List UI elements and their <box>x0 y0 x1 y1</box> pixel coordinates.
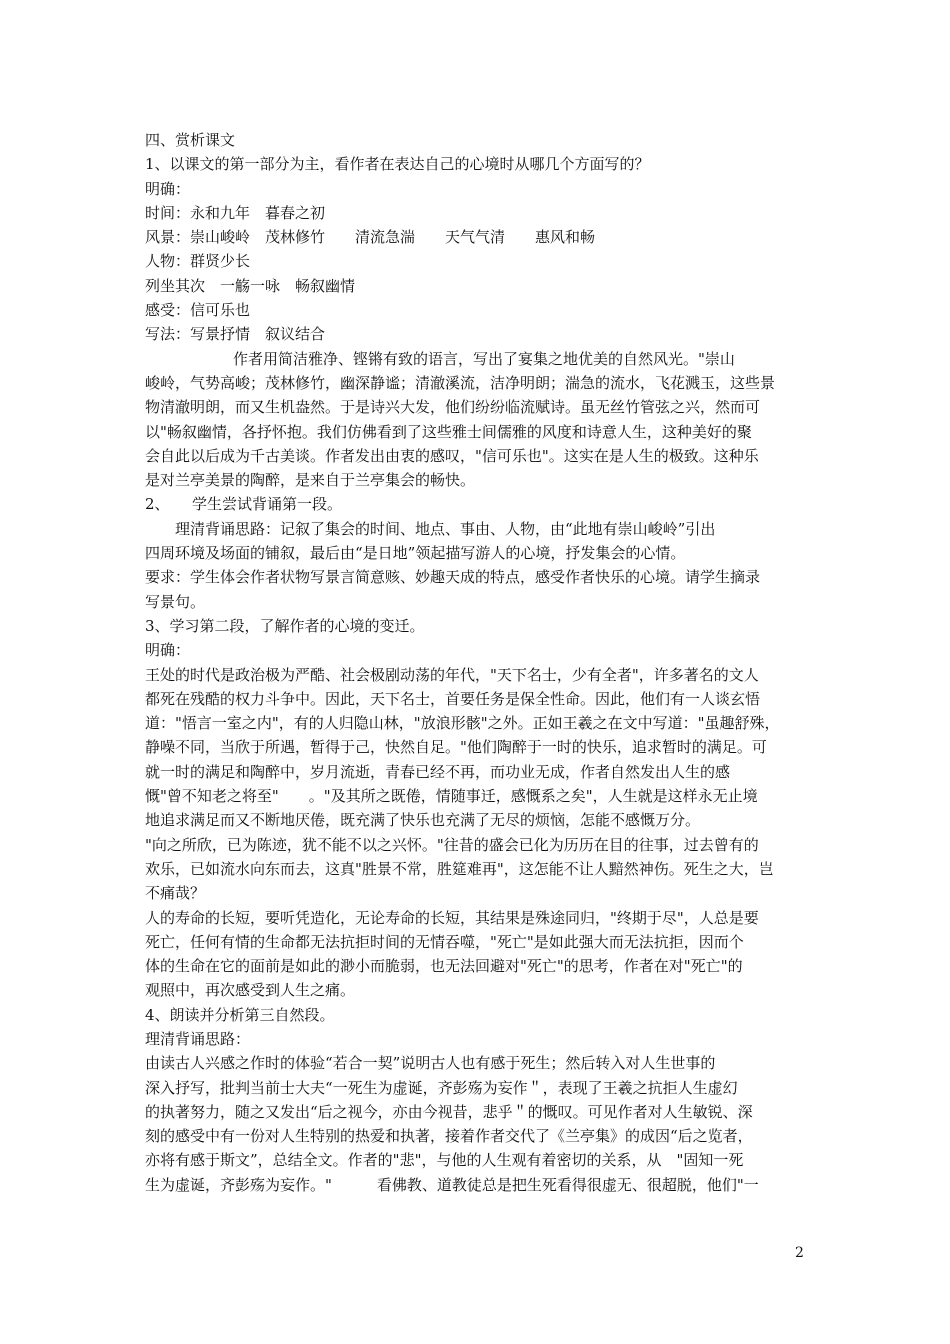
paragraph-line: 慨"曾不知老之将至" 。"及其所之既倦，情随事迁，感慨系之矣"，人生就是这样永无止境 <box>145 787 758 806</box>
question-1: 1、以课文的第一部分为主，看作者在表达自己的心境时从哪几个方面写的？ <box>145 155 650 174</box>
paragraph-line: 四周环境及场面的铺叙，最后由“是日地”领起描写游人的心境，抒发集会的心情。 <box>145 544 686 563</box>
paragraph-line: 不痛哉？ <box>145 884 206 903</box>
paragraph-line: 人的寿命的长短，要听凭造化，无论寿命的长短，其结果是殊途同归，"终期于尽"，人总是要 <box>145 908 759 927</box>
scenery-line: 风景：崇山峻岭 茂林修竹 清流急湍 天气气清 惠风和畅 <box>145 228 596 247</box>
paragraph-line: 峻岭，气势高峻；茂林修竹，幽深静谧；清澈溪流，洁净明朗；湍急的流水，飞花溅玉，这些景 <box>145 373 776 392</box>
paragraph-line: 亦将有感于斯文”，总结全文。作者的"悲"，与他的人生观有着密切的关系，从 "固知一死 <box>145 1151 744 1170</box>
paragraph-line: 由读古人兴感之作时的体验“若合一契”说明古人也有感于死生；然后转入对人生世事的 <box>145 1054 716 1073</box>
time-line: 时间：永和九年 暮春之初 <box>145 203 326 222</box>
people-line: 人物：群贤少长 <box>145 252 251 271</box>
paragraph-line: 就一时的满足和陶醉中，岁月流逝，青春已经不再，而功业无成，作者自然发出人生的感 <box>145 762 731 781</box>
paragraph-line: 地追求满足而又不断地厌倦，既充满了快乐也充满了无尽的烦恼，怎能不感慨万分。 <box>145 811 701 830</box>
paragraph-line: 理清背诵思路： <box>145 1029 251 1048</box>
requirement-line: 要求：学生体会作者状物写景言简意赅、妙趣天成的特点，感受作者快乐的心境。请学生摘录 <box>145 568 761 587</box>
paragraph-line: 物清澈明朗，而又生机盎然。于是诗兴大发，他们纷纷临流赋诗。虽无丝竹管弦之兴，然而可 <box>145 398 761 417</box>
question-2: 2、 学生尝试背诵第一段。 <box>145 495 343 514</box>
paragraph-line: 都死在残酷的权力斗争中。因此，天下名士，首要任务是保全性命。因此，他们有一人谈玄悟 <box>145 689 761 708</box>
answer-label: 明确： <box>145 179 191 198</box>
paragraph-line: 理清背诵思路：记叙了集会的时间、地点、事由、人物，由“此地有崇山峻岭”引出 <box>175 519 716 538</box>
technique-line: 写法：写景抒情 叙议结合 <box>145 325 326 344</box>
paragraph-line: 深入抒写，批判当前士大夫“一死生为虚诞，齐彭殇为妄作＂，表现了王羲之抗拒人生虚幻 <box>145 1078 738 1097</box>
paragraph-line: 王处的时代是政治极为严酷、社会极剧动荡的年代，"天下名士，少有全者"，许多著名的文人 <box>145 665 759 684</box>
question-4: 4、朗读并分析第三自然段。 <box>145 1005 335 1024</box>
seating-line: 列坐其次 一觞一咏 畅叙幽情 <box>145 276 356 295</box>
paragraph-line: 写景句。 <box>145 592 206 611</box>
question-3: 3、学习第二段，了解作者的心境的变迁。 <box>145 616 425 635</box>
paragraph-line: 欢乐，已如流水向东而去，这真"胜景不常，胜筵难再"，这怎能不让人黯然神伤。死生之大，岂 <box>145 859 774 878</box>
paragraph-line: 体的生命在它的面前是如此的渺小而脆弱，也无法回避对"死亡"的思考，作者在对"死亡"的 <box>145 957 743 976</box>
feeling-line: 感受：信可乐也 <box>145 301 251 320</box>
paragraph-line: 刻的感受中有一份对人生特别的热爱和执著，接着作者交代了《兰亭集》的成因“后之览者， <box>145 1127 753 1146</box>
paragraph-line: 观照中，再次感受到人生之痛。 <box>145 981 356 1000</box>
paragraph-line: 死亡，任何有情的生命都无法抗拒时间的无情吞噬，"死亡"是如此强大而无法抗拒，因而个 <box>145 932 744 951</box>
page-number: 2 <box>795 1245 804 1261</box>
paragraph-line: 以"畅叙幽情，各抒怀抱。我们仿佛看到了这些雅士间儒雅的风度和诗意人生，这种美好的聚 <box>145 422 752 441</box>
paragraph-line: 生为虚诞，齐彭殇为妄作。" 看佛教、道教徒总是把生死看得很虚无、很超脱，他们"一 <box>145 1175 759 1194</box>
document-body <box>145 128 810 1197</box>
paragraph-line: 是对兰亭美景的陶醉，是来自于兰亭集会的畅快。 <box>145 471 476 490</box>
answer-label: 明确： <box>145 641 191 660</box>
paragraph-line: "向之所欣，已为陈迹，犹不能不以之兴怀。"往昔的盛会已化为历历在目的往事，过去曾有的 <box>145 835 759 854</box>
paragraph-line: 会自此以后成为千古美谈。作者发出由衷的感叹，"信可乐也"。这实在是人生的极致。这种乐 <box>145 446 759 465</box>
paragraph-line: 的执著努力，随之又发出“后之视今，亦由今视昔，悲乎＂的慨叹。可见作者对人生敏锐、深 <box>145 1102 753 1121</box>
paragraph-line: 静噪不同，当欣于所遇，暂得于己，快然自足。"他们陶醉于一时的快乐，追求暂时的满足。可 <box>145 738 767 757</box>
paragraph-line: 道："悟言一室之内"，有的人归隐山林，"放浪形骸"之外。正如王羲之在文中写道："虽趣舒殊， <box>145 714 780 733</box>
section-heading: 四、赏析课文 <box>145 131 236 149</box>
paragraph-line: 作者用简洁雅净、铿锵有致的语言，写出了宴集之地优美的自然风光。"崇山 <box>233 349 735 368</box>
